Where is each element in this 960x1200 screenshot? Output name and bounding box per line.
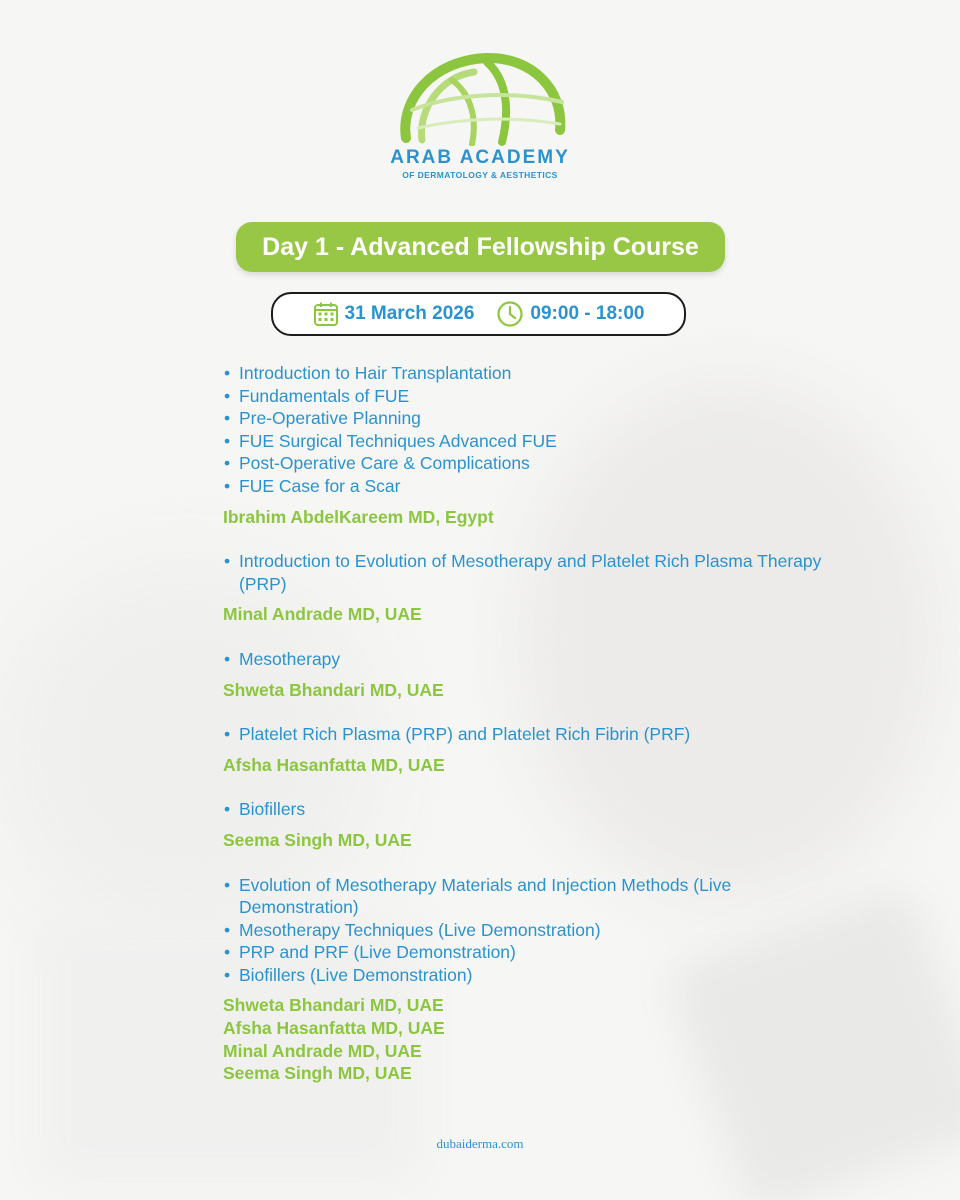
bullet-icon: • (224, 919, 231, 940)
day-title-banner (236, 222, 725, 272)
program-section (223, 723, 823, 776)
topic-list (223, 874, 823, 987)
date-time-box (271, 292, 686, 336)
topic-item (223, 362, 823, 385)
topic-text: Introduction to Evolution of Mesotherapy and Platelet Rich Plasma Therapy (PRP) (239, 551, 822, 594)
topic-list (223, 550, 823, 595)
speaker-list (223, 679, 823, 702)
footer-website: dubaiderma.com (436, 1136, 524, 1151)
event-date: 31 March 2026 (344, 303, 475, 324)
speaker-name: Minal Andrade MD, UAE (223, 604, 422, 625)
topic-item (223, 874, 823, 919)
speaker-name: Ibrahim AbdelKareem MD, Egypt (223, 506, 494, 527)
program-section (223, 550, 823, 626)
bullet-icon: • (224, 724, 231, 745)
bullet-icon: • (224, 408, 231, 429)
event-time: 09:00 - 18:00 (530, 303, 645, 324)
program-section (223, 798, 823, 851)
bullet-icon: • (224, 475, 231, 496)
topic-item (223, 452, 823, 475)
bullet-icon: • (224, 551, 231, 572)
topic-text: Introduction to Hair Transplantation (239, 363, 512, 383)
topic-list (223, 723, 823, 746)
speaker-list (223, 754, 823, 777)
speaker-name: Afsha Hasanfatta MD, UAE (223, 754, 445, 775)
topic-text: Evolution of Mesotherapy Materials and Injection Methods (Live Demonstration) (239, 874, 732, 918)
topic-item (223, 407, 823, 430)
topic-item (223, 475, 823, 498)
topic-text: Mesotherapy Techniques (Live Demonstration) (239, 919, 601, 940)
speaker-list (223, 506, 823, 529)
bullet-icon: • (224, 874, 231, 895)
speaker-name: Shweta Bhandari MD, UAE (223, 679, 444, 700)
topic-text: Pre-Operative Planning (239, 408, 421, 429)
speaker-name: Seema Singh MD, UAE (223, 1063, 412, 1084)
topic-item (223, 941, 823, 964)
bullet-icon: • (224, 799, 231, 820)
program-list (223, 362, 823, 1107)
speaker-list (223, 603, 823, 626)
program-section (223, 648, 823, 701)
program-section (223, 362, 823, 528)
bullet-icon: • (224, 964, 231, 985)
topic-item (223, 964, 823, 987)
topic-text: FUE Surgical Techniques Advanced FUE (239, 430, 557, 451)
date-item (313, 301, 475, 327)
globe-logo-icon (392, 50, 568, 146)
academy-logo (380, 50, 580, 190)
topic-item (223, 648, 823, 671)
bullet-icon: • (224, 648, 231, 669)
logo-title: ARAB ACADEMY (390, 147, 570, 168)
topic-item (223, 550, 823, 595)
topic-list (223, 362, 823, 498)
topic-item (223, 919, 823, 942)
topic-text: Platelet Rich Plasma (PRP) and Platelet Rich Fibrin (PRF) (239, 724, 691, 745)
topic-text: Biofillers (Live Demonstration) (239, 964, 473, 985)
calendar-icon (313, 301, 339, 327)
speaker-list (223, 829, 823, 852)
topic-text: FUE Case for a Scar (239, 475, 401, 496)
day-title: Day 1 - Advanced Fellowship Course (262, 232, 699, 261)
bullet-icon: • (224, 942, 231, 963)
speaker-name: Seema Singh MD, UAE (223, 829, 412, 850)
bullet-icon: • (224, 430, 231, 451)
bullet-icon: • (224, 385, 231, 406)
clock-icon (496, 300, 524, 328)
speaker-name: Afsha Hasanfatta MD, UAE (223, 1018, 445, 1039)
topic-list (223, 648, 823, 671)
bullet-icon: • (224, 453, 231, 474)
topic-item (223, 723, 823, 746)
topic-text: Post-Operative Care & Complications (239, 453, 530, 474)
logo-subtitle: OF DERMATOLOGY & AESTHETICS (402, 170, 558, 180)
topic-text: Biofillers (239, 799, 306, 820)
topic-list (223, 798, 823, 821)
speaker-name: Minal Andrade MD, UAE (223, 1040, 422, 1061)
topic-text: Mesotherapy (239, 648, 341, 669)
topic-item (223, 385, 823, 408)
topic-item (223, 798, 823, 821)
speaker-list (223, 994, 823, 1084)
program-section (223, 874, 823, 1085)
topic-item (223, 430, 823, 453)
bullet-icon: • (224, 363, 231, 383)
topic-text: Fundamentals of FUE (239, 385, 410, 406)
time-item (496, 300, 644, 328)
topic-text: PRP and PRF (Live Demonstration) (239, 942, 516, 963)
speaker-name: Shweta Bhandari MD, UAE (223, 995, 444, 1016)
